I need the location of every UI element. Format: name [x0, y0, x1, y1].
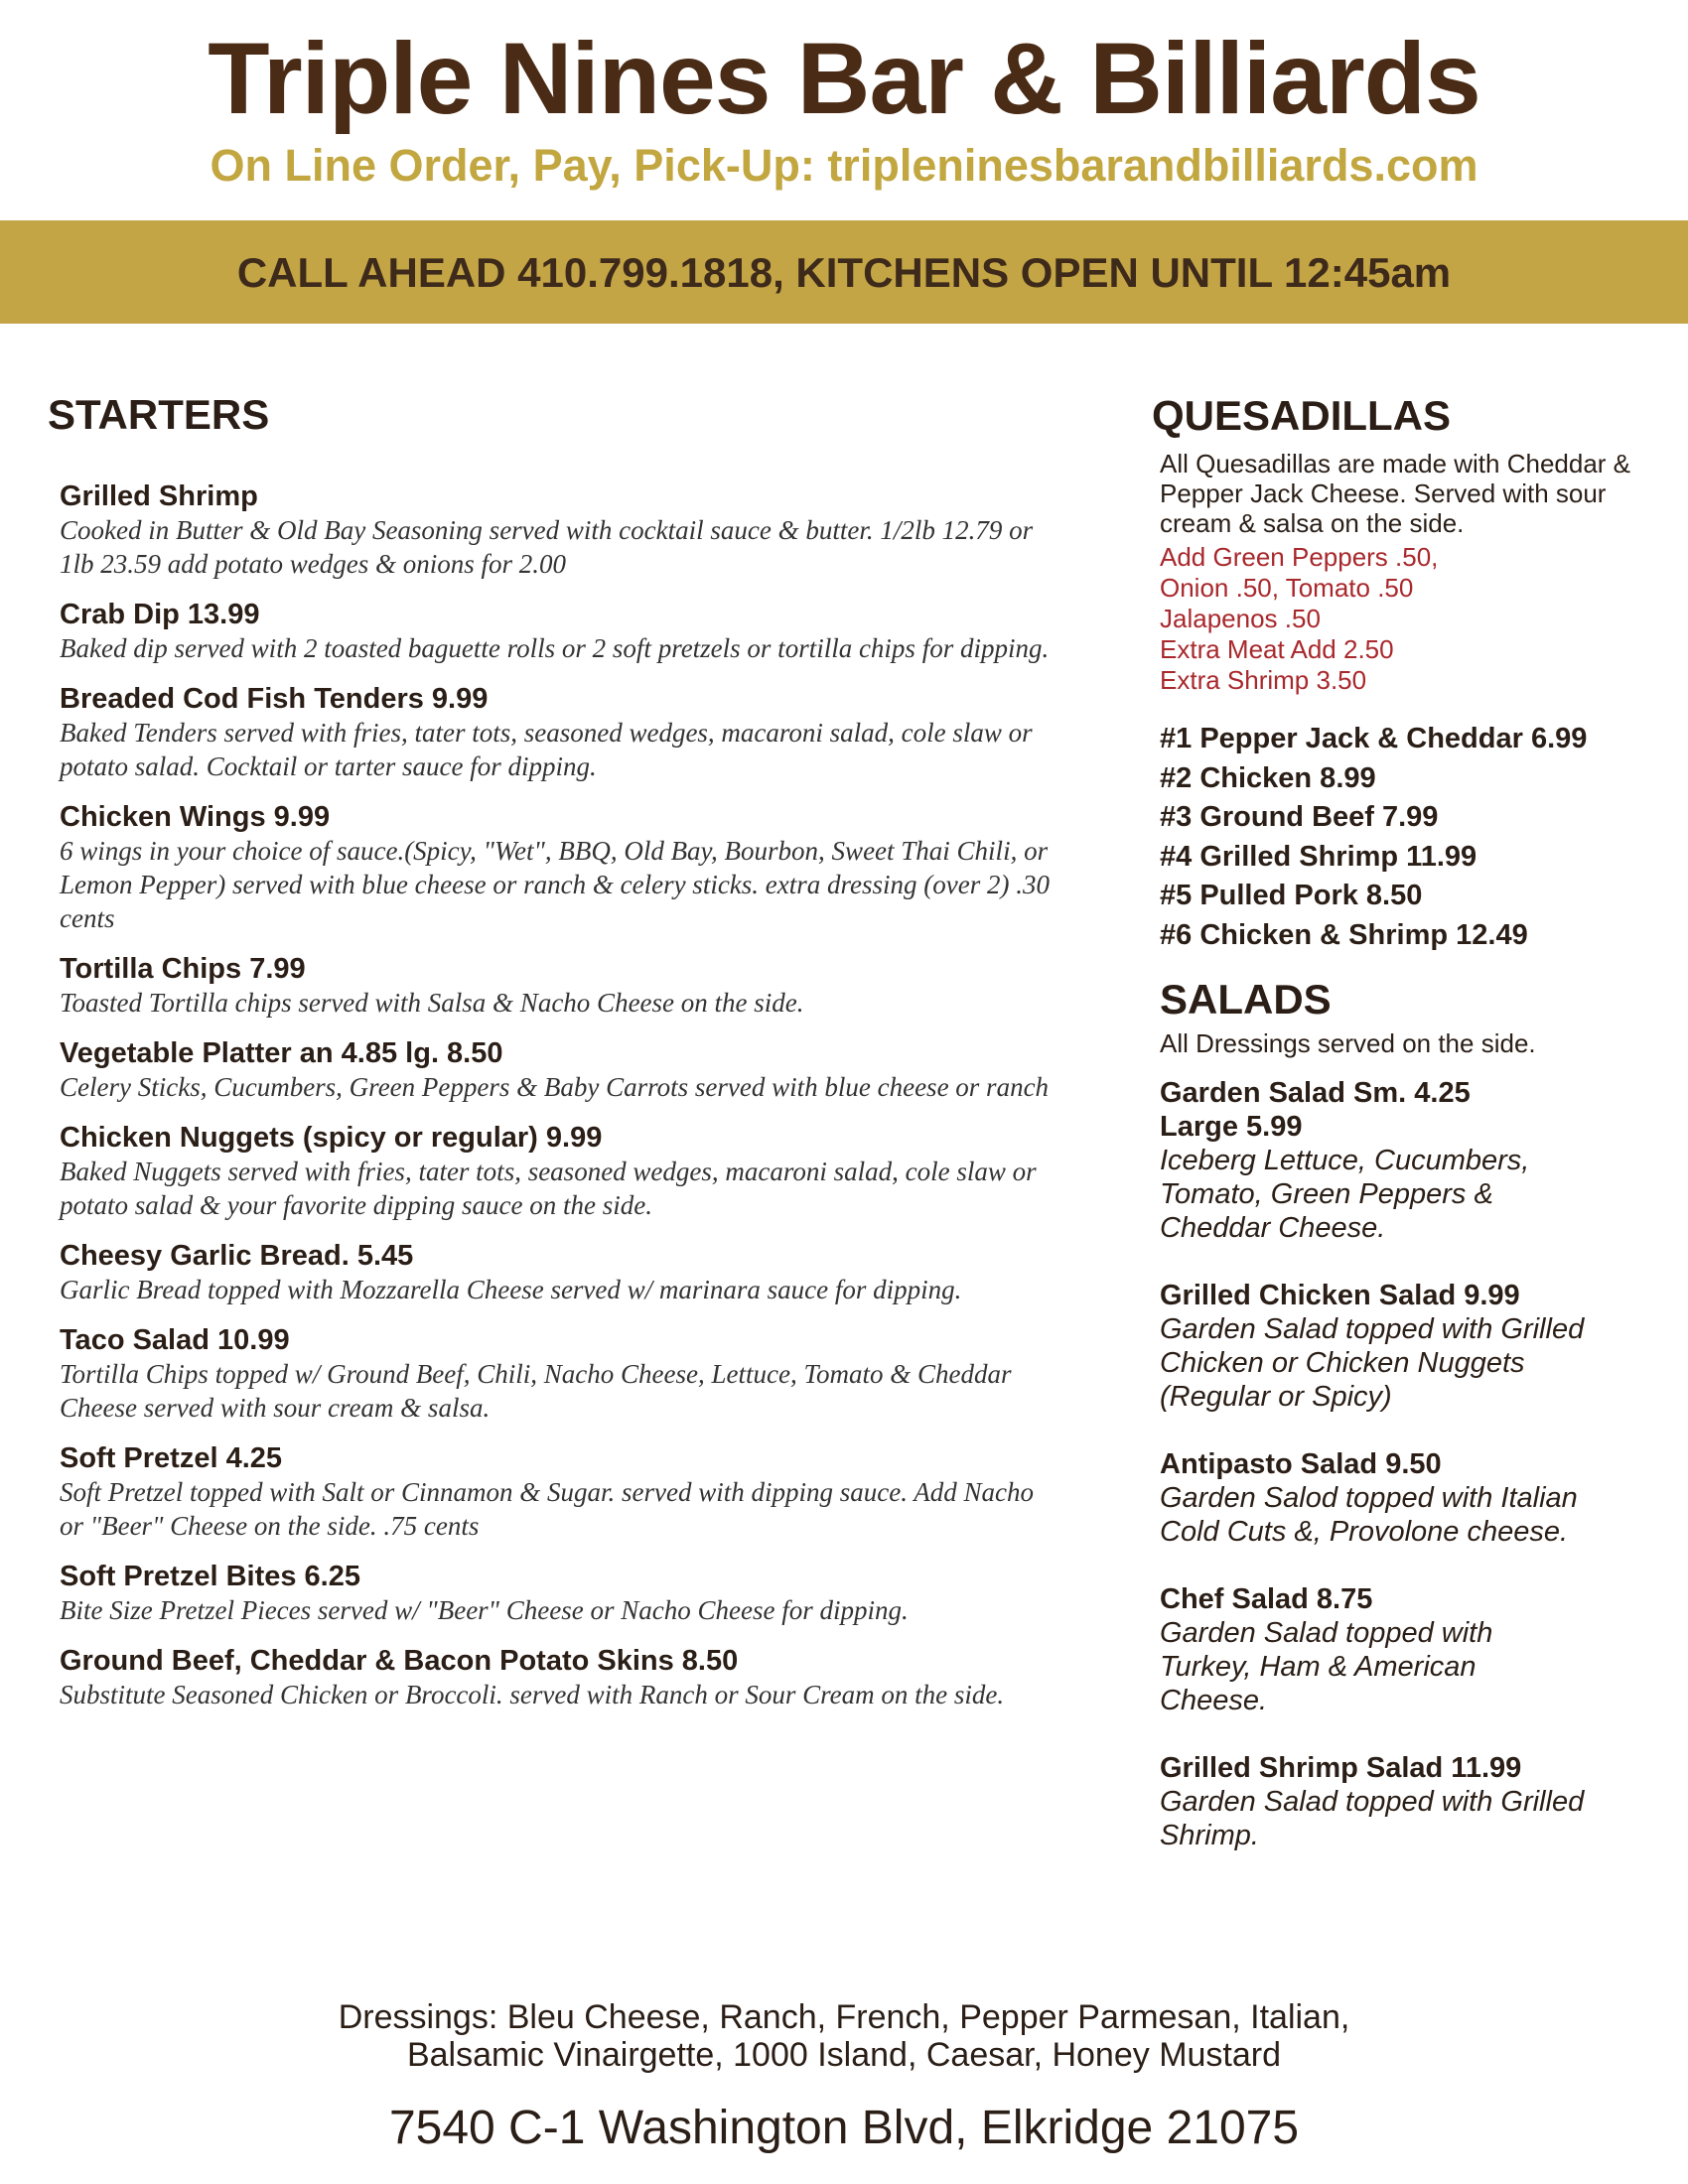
call-ahead-text: CALL AHEAD 410.799.1818, KITCHENS OPEN UNTIL 12:45am: [236, 249, 1452, 296]
salads-note: All Dressings served on the side.: [1160, 1028, 1536, 1058]
quesadilla-item: #1 Pepper Jack & Cheddar 6.99: [1160, 723, 1588, 754]
item-name: Vegetable Platter an 4.85 lg. 8.50: [60, 1037, 503, 1069]
item-description: Toasted Tortilla chips served with Salsa & Nacho Cheese on the side.: [60, 988, 804, 1018]
addon-line: Extra Meat Add 2.50: [1160, 634, 1394, 664]
item-description: 6 wings in your choice of sauce.(Spicy, "Wet", BBQ, Old Bay, Bourbon, Sweet Thai Chili, or Lemon Pepper) served with blue cheese or ranch & celery sticks. extra dressing (over 2) .30 cents: [60, 836, 1050, 933]
item-description: Cooked in Butter & Old Bay Seasoning served with cocktail sauce & butter. 1/2lb 12.79 or 1lb 23.59 add potato wedges & onions for 2.00: [60, 515, 1034, 579]
starter-item: [60, 1323, 1053, 1425]
item-description: Bite Size Pretzel Pieces served w/ "Beer" Cheese or Nacho Cheese for dipping.: [60, 1595, 909, 1625]
salad-item: [1160, 1076, 1656, 1245]
salad-name: Grilled Chicken Salad 9.99: [1160, 1280, 1520, 1311]
item-name: Ground Beef, Cheddar & Bacon Potato Skins 8.50: [60, 1645, 739, 1677]
salad-item: [1160, 1751, 1656, 1852]
salad-name: Antipasto Salad 9.50: [1160, 1448, 1442, 1480]
starter-item: [60, 1121, 1053, 1222]
starter-item: [60, 952, 1053, 1020]
quesadillas-note: All Quesadillas are made with Cheddar & Pepper Jack Cheese. Served with sour cream & salsa on the side.: [1160, 449, 1631, 538]
salad-description: Garden Salad topped with Grilled Shrimp.: [1160, 1786, 1585, 1851]
salad-item: [1160, 1279, 1656, 1414]
quesadillas-list: [1160, 720, 1656, 955]
salad-description: Garden Salad topped with Grilled Chicken or Chicken Nuggets (Regular or Spicy): [1160, 1313, 1585, 1413]
quesadilla-item: #6 Chicken & Shrimp 12.49: [1160, 918, 1528, 951]
item-name: Chicken Nuggets (spicy or regular) 9.99: [60, 1122, 603, 1154]
item-description: Baked Nuggets served with fries, tater tots, seasoned wedges, macaroni salad, cole slaw or potato salad & your favorite dipping sauce on the side.: [60, 1157, 1037, 1220]
quesadillas-title: QUESADILLAS: [1152, 392, 1452, 439]
addon-line: Extra Shrimp 3.50: [1160, 665, 1367, 695]
starter-item: [60, 479, 1053, 581]
item-description: Baked dip served with 2 toasted baguette rolls or 2 soft pretzels or tortilla chips for dipping.: [60, 633, 1050, 663]
starter-item: [60, 1644, 1053, 1711]
quesadilla-item: #3 Ground Beef 7.99: [1160, 801, 1439, 833]
restaurant-title: Triple Nines Bar & Billiards: [208, 22, 1480, 135]
starter-item: [60, 1036, 1053, 1104]
item-description: Celery Sticks, Cucumbers, Green Peppers & Baby Carrots served with blue cheese or ranch: [60, 1072, 1050, 1102]
salads-title: SALADS: [1160, 976, 1332, 1023]
starter-item: [60, 682, 1053, 783]
starters-list: [60, 479, 1053, 1728]
item-description: Tortilla Chips topped w/ Ground Beef, Chili, Nacho Cheese, Lettuce, Tomato & Cheddar Cheese served with sour cream & salsa.: [60, 1359, 1012, 1423]
online-order-line: On Line Order, Pay, Pick-Up: tripleninesbarandbilliards.com: [210, 140, 1478, 191]
salad-name: Grilled Shrimp Salad 11.99: [1160, 1752, 1522, 1784]
item-name: Breaded Cod Fish Tenders 9.99: [60, 683, 489, 715]
starter-item: [60, 1239, 1053, 1306]
item-name: Soft Pretzel 4.25: [60, 1442, 283, 1474]
starter-item: [60, 800, 1053, 935]
item-description: Substitute Seasoned Chicken or Broccoli. served with Ranch or Sour Cream on the side.: [60, 1680, 1005, 1709]
address: 7540 C-1 Washington Blvd, Elkridge 21075: [388, 2102, 1300, 2154]
item-name: Cheesy Garlic Bread. 5.45: [60, 1240, 414, 1272]
salad-item: [1160, 1447, 1656, 1549]
starters-title: STARTERS: [48, 391, 270, 438]
item-name: Chicken Wings 9.99: [60, 801, 331, 833]
dressings-line: Dressings: Bleu Cheese, Ranch, French, Pepper Parmesan, Italian,: [338, 1998, 1350, 2036]
item-name: Taco Salad 10.99: [60, 1324, 290, 1356]
item-name: Soft Pretzel Bites 6.25: [60, 1561, 360, 1592]
salad-name: Chef Salad 8.75: [1160, 1583, 1373, 1615]
item-name: Tortilla Chips 7.99: [60, 953, 306, 985]
item-name: Crab Dip 13.99: [60, 599, 260, 630]
addon-line: Onion .50, Tomato .50: [1160, 573, 1414, 603]
salad-description: Garden Salad topped with Turkey, Ham & American Cheese.: [1160, 1617, 1493, 1716]
right-column: [1160, 449, 1656, 1852]
starter-item: [60, 1441, 1053, 1543]
item-description: Baked Tenders served with fries, tater tots, seasoned wedges, macaroni salad, cole slaw or potato salad. Cocktail or tarter sauce for dipping.: [60, 718, 1033, 781]
salad-name-large: Large 5.99: [1160, 1111, 1303, 1143]
addon-line: Jalapenos .50: [1160, 604, 1321, 633]
item-description: Garlic Bread topped with Mozzarella Cheese served w/ marinara sauce for dipping.: [60, 1275, 962, 1304]
quesadilla-item: #5 Pulled Pork 8.50: [1160, 880, 1423, 911]
salad-description: Iceberg Lettuce, Cucumbers, Tomato, Green Peppers & Cheddar Cheese.: [1160, 1145, 1530, 1244]
quesadillas-addons: [1160, 542, 1656, 696]
quesadilla-item: #4 Grilled Shrimp 11.99: [1160, 840, 1477, 873]
salad-item: [1160, 1582, 1656, 1717]
starter-item: [60, 598, 1053, 665]
dressings-line: Balsamic Vinairgette, 1000 Island, Caesar, Honey Mustard: [406, 2036, 1282, 2074]
salad-description: Garden Salod topped with Italian Cold Cuts &, Provolone cheese.: [1160, 1482, 1578, 1548]
salad-name: Garden Salad Sm. 4.25: [1160, 1077, 1471, 1109]
item-name: Grilled Shrimp: [60, 480, 258, 512]
starter-item: [60, 1560, 1053, 1627]
quesadilla-item: #2 Chicken 8.99: [1160, 761, 1376, 794]
dressings-list: [0, 1998, 1688, 2074]
item-description: Soft Pretzel topped with Salt or Cinnamon & Sugar. served with dipping sauce. Add Nacho or "Beer" Cheese on the side. .75 cents: [60, 1477, 1034, 1541]
addon-line: Add Green Peppers .50,: [1160, 542, 1439, 572]
